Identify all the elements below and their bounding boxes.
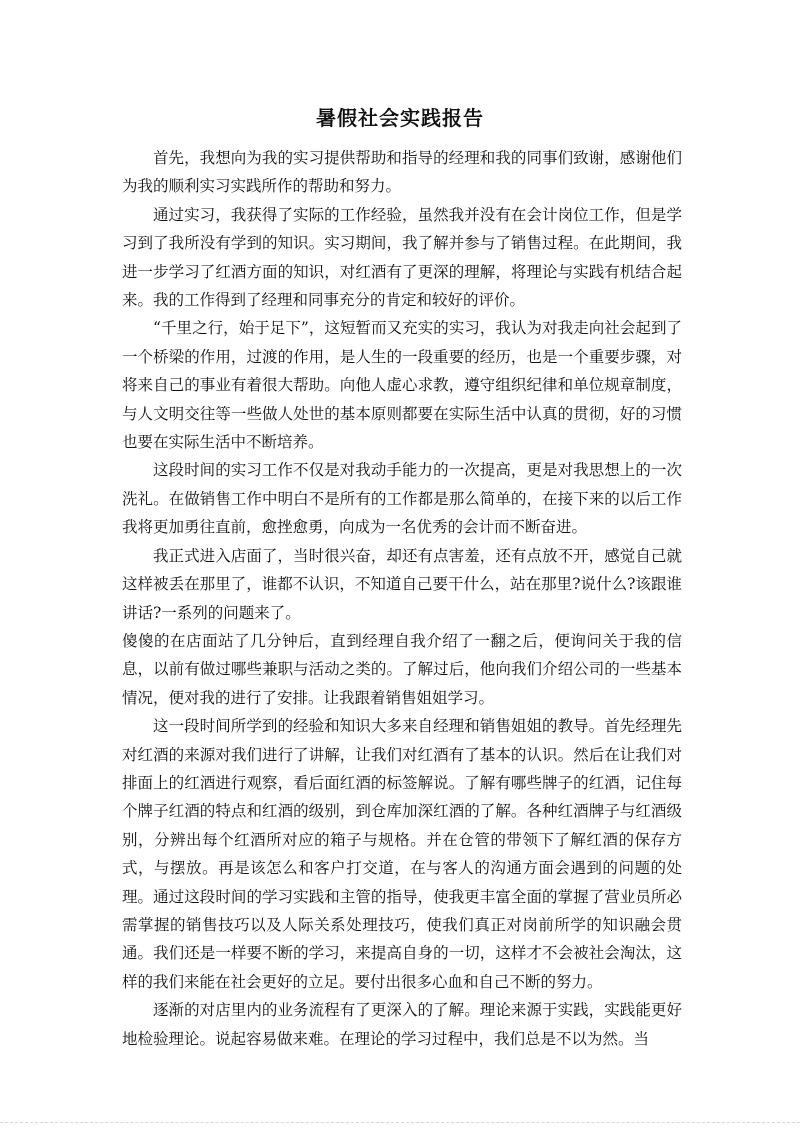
paragraph-manager-intro: 傻傻的在店面站了几分钟后，直到经理自我介绍了一翻之后，便询问关于我的信息，以前有做过哪些兼职与活动之类的。了解过后，他向我们介绍公司的一些基本情况，便对我的进行了安排。让我跟着销售姐姐学习。	[122, 631, 682, 707]
paragraph-reflection: “千里之行，始于足下”，这短暂而又充实的实习，我认为对我走向社会起到了一个桥梁的作用，过渡的作用，是人生的一段重要的经历，也是一个重要步骤，对将来自己的事业有着很大帮助。向他人虚心求教，遵守组织纪律和单位规章制度，与人文明交往等一些做人处世的基本原则都要在实际生活中认真的贯彻，好的习惯也要在实际生活中不断培养。	[122, 319, 682, 452]
page-bottom-divider	[0, 1122, 800, 1123]
paragraph-first-day: 我正式进入店面了，当时很兴奋，却还有点害羞，还有点放不开，感觉自己就这样被丢在那里了，谁都不认识，不知道自己要干什么，站在那里?说什么?该跟谁讲话?一系列的问题来了。	[122, 546, 682, 622]
paragraph-theory-practice: 逐渐的对店里内的业务流程有了更深入的了解。理论来源于实践，实践能更好地检验理论。说起容易做来难。在理论的学习过程中，我们总是不以为然。当	[122, 1001, 682, 1048]
paragraph-learning: 这一段时间所学到的经验和知识大多来自经理和销售姐姐的教导。首先经理先对红酒的来源对我们进行了讲解，让我们对红酒有了基本的认识。然后在让我们对排面上的红酒进行观察，看后面红酒的标签解说。了解有哪些牌子的红酒，记住每个牌子红酒的特点和红酒的级别，到仓库加深红酒的了解。各种红酒牌子与红酒级别，分辨出每个红酒所对应的箱子与规格。并在仓管的带领下了解红酒的保存方式，与摆放。再是该怎么和客户打交道，在与客人的沟通方面会遇到的问题的处理。通过这段时间的学习实践和主管的指导，使我更丰富全面的掌握了营业员所必需掌握的销售技巧以及人际关系处理技巧，使我们真正对岗前所学的知识融会贯通。我们还是一样要不断的学习，来提高自身的一切，这样才不会被社会淘汰，这样的我们来能在社会更好的立足。要付出很多心血和自己不断的努力。	[122, 717, 682, 991]
paragraph-acknowledgement: 首先，我想向为我的实习提供帮助和指导的经理和我的同事们致谢，感谢他们为我的顺利实习实践所作的帮助和努力。	[122, 149, 682, 196]
paragraph-internship-experience: 通过实习，我获得了实际的工作经验，虽然我并没有在会计岗位工作，但是学习到了我所没有学到的知识。实习期间，我了解并参与了销售过程。在此期间，我进一步学习了红酒方面的知识，对红酒有了更深的理解，将理论与实践有机结合起来。我的工作得到了经理和同事充分的肯定和较好的评价。	[122, 205, 682, 310]
paragraph-growth: 这段时间的实习工作不仅是对我动手能力的一次提高，更是对我思想上的一次洗礼。在做销售工作中明白不是所有的工作都是那么简单的，在接下来的以后工作我将更加勇往直前，愈挫愈勇，向成为一名优秀的会计而不断奋进。	[122, 461, 682, 537]
document-body	[122, 144, 682, 1053]
document-title: 暑假社会实践报告	[316, 106, 484, 130]
